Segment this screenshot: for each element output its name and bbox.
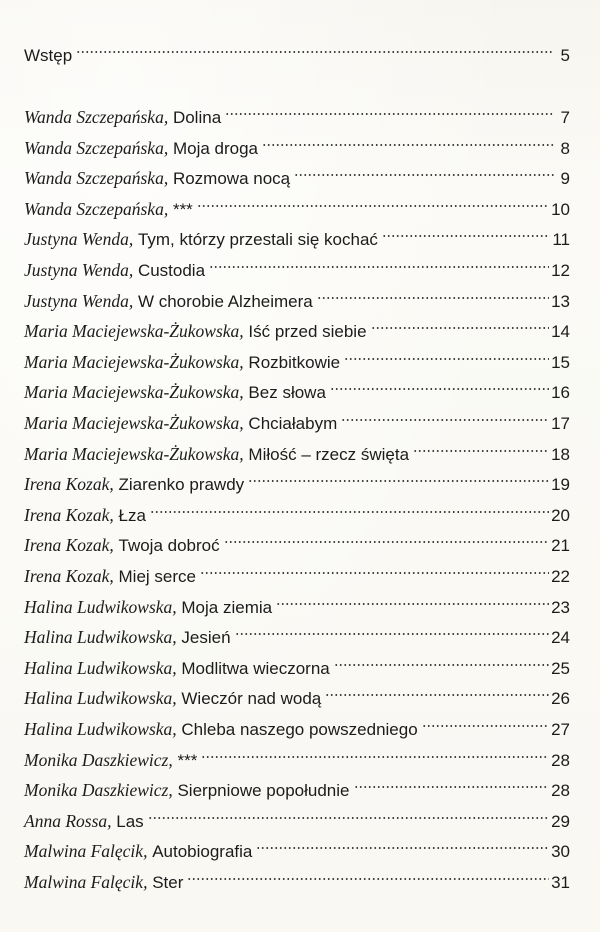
toc-entry-title: Custodia [137,261,206,280]
toc-entry [24,554,570,586]
toc-entry [24,126,570,158]
toc-entry-author: Wanda Szczepańska, [24,107,169,127]
toc-entry-page: 7 [560,108,570,127]
toc-entry-title: Las [116,811,144,831]
dot-leader [200,554,549,582]
dot-leader [256,829,549,857]
toc-entry-page: 26 [551,689,570,709]
toc-entry-author: Justyna Wenda, [24,229,134,250]
dot-leader [371,309,550,337]
toc-entry-author: Malwina Falęcik, [24,872,148,892]
toc-entry [24,279,570,311]
toc-entry-author: Wanda Szczepańska, [24,168,169,189]
toc-entry-page: 23 [551,597,570,617]
toc-entry-page: 11 [552,230,570,250]
toc-entry-page: 29 [551,811,570,831]
toc-entry-page: 10 [551,199,570,219]
toc-entry-title: Sierpniowe popołudnie [177,781,350,801]
toc-entry [24,156,570,189]
dot-leader [201,738,549,766]
toc-entry-title: Ster [152,873,184,892]
dot-leader [317,279,549,307]
dot-leader [150,493,549,521]
dot-leader [224,523,549,551]
toc-entry-page: 17 [551,414,570,433]
toc-entry-page: 12 [551,261,570,280]
toc-entry-author: Malwina Falęcik, [24,841,148,862]
toc-entry-author: Justyna Wenda, [24,290,134,311]
toc-entry-page: 25 [551,658,570,678]
toc-entry-page: 19 [551,475,570,495]
toc-entry-author: Maria Maciejewska-Żukowska, [24,443,244,464]
toc-intro-page: 5 [560,46,570,65]
toc-entry-page: 8 [560,138,570,158]
toc-entry-title: Wieczór nad wodą [181,689,322,709]
toc-entry-page: 20 [551,505,570,525]
toc-entry [24,829,570,862]
toc-entry-page: 9 [560,169,570,189]
toc-intro-title: Wstęp [24,46,73,65]
toc-entry-title: *** [172,199,193,219]
toc-entry [24,799,570,831]
toc-entry-title: Autobiografia [152,842,253,862]
toc-entry-author: Anna Rossa, [24,810,112,831]
toc-entry [24,585,570,617]
toc-intro-row [24,33,570,65]
toc-entry-title: Chciałabym [248,414,338,433]
toc-entry-page: 16 [551,383,570,403]
toc-entry-title: Moja droga [172,138,259,158]
toc-entry-title: Iść przed siebie [248,322,367,342]
toc-entry [24,187,570,219]
dot-leader [341,401,549,429]
dot-leader [334,646,549,674]
toc-entry-author: Wanda Szczepańska, [24,198,169,219]
toc-entry-author: Irena Kozak, [24,535,114,556]
toc-entry-author: Halina Ludwikowska, [24,719,177,739]
toc-entry-author: Monika Daszkiewicz, [24,780,173,801]
dot-leader [413,432,549,460]
toc-entry-author: Irena Kozak, [24,474,114,495]
toc-entry-title: Tym, którzy przestali się kochać [137,230,378,250]
toc-entry [24,95,570,127]
toc-entry [24,523,570,556]
dot-leader [354,768,550,796]
toc-entry-page: 21 [551,536,570,556]
toc-entry-author: Maria Maciejewska-Żukowska, [24,413,244,433]
toc-entry-page: 31 [551,873,570,892]
toc-entry [24,646,570,678]
toc-entry-page: 24 [551,628,570,648]
toc-entry-title: Łza [118,505,146,525]
toc-entry-title: Chleba naszego powszedniego [181,720,418,739]
toc-entry [24,860,570,892]
dot-leader [294,156,554,184]
toc-entry-author: Justyna Wenda, [24,260,134,280]
toc-entry-title: Rozbitkowie [248,352,341,372]
toc-entry-author: Maria Maciejewska-Żukowska, [24,351,244,372]
toc-entry-author: Irena Kozak, [24,566,114,586]
dot-leader [148,799,549,827]
toc-entry [24,401,570,433]
dot-leader [225,95,554,123]
toc-entry [24,217,570,250]
toc-entry [24,370,570,403]
dot-leader [344,340,549,368]
toc-entry-author: Wanda Szczepańska, [24,137,169,158]
toc-entry [24,309,570,342]
toc-entry-page: 13 [551,291,570,311]
toc-entry-author: Monika Daszkiewicz, [24,749,173,770]
toc-entry-title: Dolina [172,108,222,127]
toc-entry-author: Halina Ludwikowska, [24,688,177,709]
toc-entry-title: Twoja dobroć [118,536,220,556]
toc-entry-page: 14 [551,322,570,342]
toc-entry [24,615,570,648]
toc-entry [24,738,570,770]
toc-entry-title: W chorobie Alzheimera [137,291,313,311]
toc-entry-title: Miłość – rzecz święta [248,444,410,464]
toc-entry [24,768,570,801]
dot-leader [382,217,550,245]
dot-leader [197,187,549,215]
toc-entry-author: Halina Ludwikowska, [24,596,177,617]
toc-entry-title: Rozmowa nocą [172,169,291,189]
dot-leader [330,370,549,398]
toc-entry-author: Irena Kozak, [24,504,114,525]
toc-entry-title: Moja ziemia [181,597,273,617]
toc-entry [24,340,570,372]
toc-entry-page: 22 [551,567,570,586]
toc-entry-page: 30 [551,842,570,862]
toc-entry [24,462,570,495]
toc-entry-title: Bez słowa [248,383,326,403]
toc-entry [24,432,570,464]
toc-entry-author: Halina Ludwikowska, [24,627,177,648]
toc-entry-title: Jesień [181,628,231,648]
dot-leader [422,707,549,735]
toc-entry-author: Maria Maciejewska-Żukowska, [24,321,244,342]
dot-leader [235,615,550,643]
toc-entry-page: 27 [551,720,570,739]
toc-entry [24,676,570,709]
dot-leader [76,33,554,61]
dot-leader [262,126,554,154]
toc-entry-page: 18 [551,444,570,464]
toc-entry [24,707,570,739]
dot-leader [325,676,549,704]
toc-entry-title: Miej serce [118,567,196,586]
toc-entry-author: Halina Ludwikowska, [24,657,177,678]
dot-leader [248,462,549,490]
dot-leader [187,860,549,888]
toc-entry-title: Modlitwa wieczorna [181,658,330,678]
dot-leader [276,585,549,613]
toc-entry-page: 28 [551,750,570,770]
toc-entry-page: 15 [551,352,570,372]
toc-entry-page: 28 [551,781,570,801]
dot-leader [209,248,549,276]
toc-entry [24,493,570,525]
toc-entry-title: Ziarenko prawdy [118,475,245,495]
toc-entry [24,248,570,280]
toc-entry-title: *** [177,750,198,770]
toc-entry-author: Maria Maciejewska-Żukowska, [24,382,244,403]
